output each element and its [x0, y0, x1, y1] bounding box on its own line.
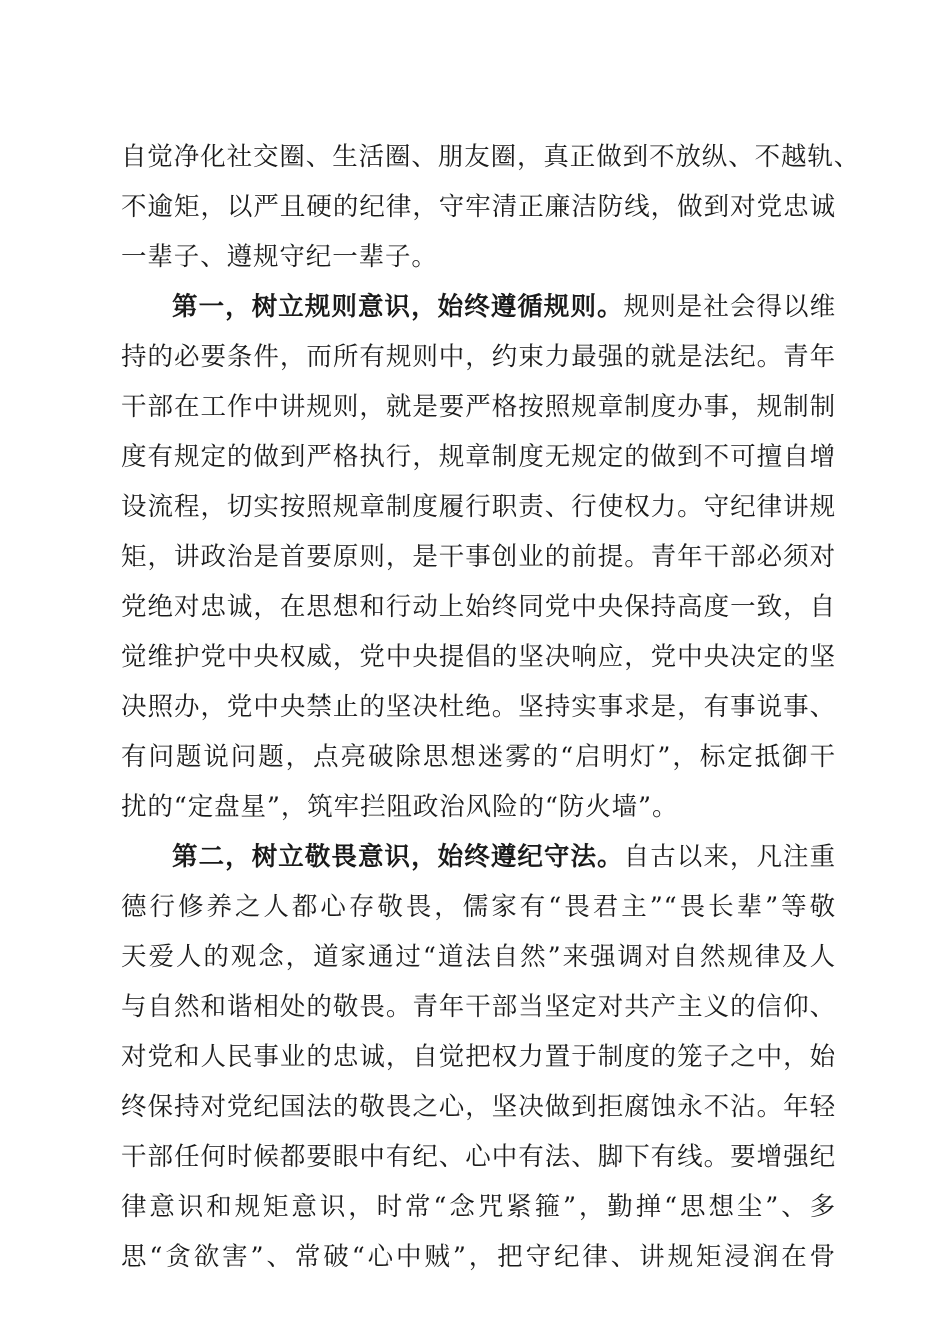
paragraph-line: 律意识和规矩意识，时常“念咒紧箍”，勤掸“思想尘”、多: [121, 1192, 836, 1222]
paragraph-first-line: [172, 287, 836, 327]
paragraph-line: 持的必要条件，而所有规则中，约束力最强的就是法纪。青年: [121, 342, 836, 372]
paragraph-line: 不逾矩，以严且硬的纪律，守牢清正廉洁防线，做到对党忠诚: [121, 192, 836, 222]
paragraph-line: 干部任何时候都要眼中有纪、心中有法、脚下有线。要增强纪: [121, 1142, 836, 1172]
paragraph-line: 自觉净化社交圈、生活圈、朋友圈，真正做到不放纵、不越轨、: [121, 142, 861, 172]
paragraph-first-line-text: 自古以来，凡注重: [623, 842, 836, 872]
paragraph-line: 干部在工作中讲规则，就是要严格按照规章制度办事，规制制: [121, 392, 836, 422]
paragraph-line: 思“贪欲害”、常破“心中贼”，把守纪律、讲规矩浸润在骨: [121, 1242, 836, 1272]
paragraph-first-line-text: 规则是社会得以维: [623, 292, 836, 322]
paragraph-line: 矩，讲政治是首要原则，是干事创业的前提。青年干部必须对: [121, 542, 836, 572]
paragraph-line: 一辈子、遵规守纪一辈子。: [121, 242, 438, 272]
paragraph-lead-heading: 第一，树立规则意识，始终遵循规则。: [172, 292, 624, 322]
paragraph-lead-heading: 第二，树立敬畏意识，始终遵纪守法。: [172, 842, 624, 872]
paragraph-line: 觉维护党中央权威，党中央提倡的坚决响应，党中央决定的坚: [121, 642, 836, 672]
paragraph-line: 对党和人民事业的忠诚，自觉把权力置于制度的笼子之中，始: [121, 1042, 836, 1072]
paragraph-line: 有问题说问题，点亮破除思想迷雾的“启明灯”，标定抵御干: [121, 742, 836, 772]
paragraph-line: 扰的“定盘星”，筑牢拦阻政治风险的“防火墙”。: [121, 792, 679, 822]
paragraph-line: 度有规定的做到严格执行，规章制度无规定的做到不可擅自增: [121, 442, 836, 472]
paragraph-line: 天爱人的观念，道家通过“道法自然”来强调对自然规律及人: [121, 942, 836, 972]
paragraph-first-line: [172, 837, 836, 877]
paragraph-line: 党绝对忠诚，在思想和行动上始终同党中央保持高度一致，自: [121, 592, 836, 622]
paragraph-line: 与自然和谐相处的敬畏。青年干部当坚定对共产主义的信仰、: [121, 992, 836, 1022]
paragraph-line: 决照办，党中央禁止的坚决杜绝。坚持实事求是，有事说事、: [121, 692, 836, 722]
paragraph-line: 设流程，切实按照规章制度履行职责、行使权力。守纪律讲规: [121, 492, 836, 522]
paragraph-line: 终保持对党纪国法的敬畏之心，坚决做到拒腐蚀永不沾。年轻: [121, 1092, 836, 1122]
paragraph-line: 德行修养之人都心存敬畏，儒家有“畏君主”“畏长辈”等敬: [121, 892, 836, 922]
